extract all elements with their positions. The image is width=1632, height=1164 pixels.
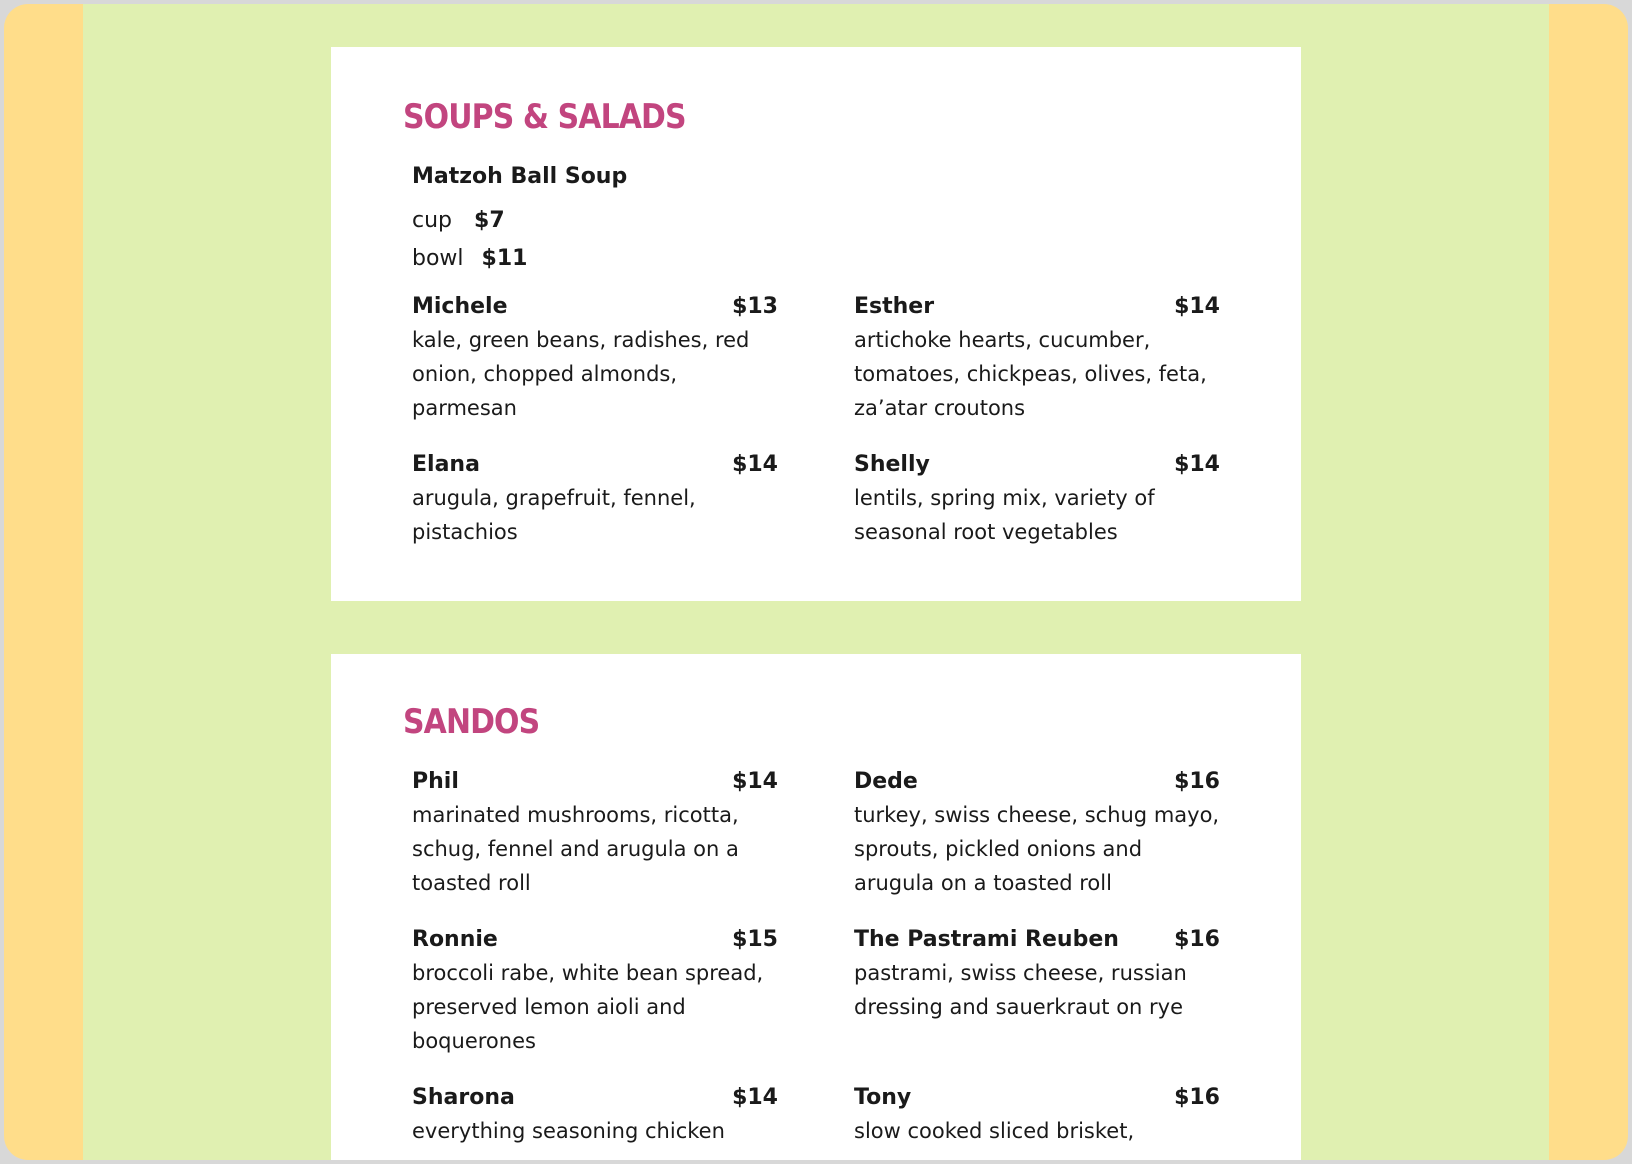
item-price: $14 [1174, 294, 1220, 319]
item-description: broccoli rabe, white bean spread, preserved lemon aioli and boquerones [412, 961, 764, 1053]
soup-size-cup [412, 202, 627, 240]
item-price: $13 [732, 294, 778, 319]
item-description: slow cooked sliced brisket, [854, 1119, 1135, 1143]
menu-item [412, 449, 778, 549]
item-description: kale, green beans, radishes, red onion, chopped almonds, parmesan [412, 328, 750, 420]
item-description: everything seasoning chicken [412, 1119, 725, 1143]
item-price: $14 [732, 769, 778, 794]
soup-size-bowl [412, 240, 627, 278]
menu-item [854, 766, 1220, 900]
size-price: $7 [474, 208, 505, 233]
menu-page[interactable] [83, 4, 1549, 1160]
soup-name: Matzoh Ball Soup [412, 164, 628, 189]
menu-item [854, 1082, 1220, 1148]
item-description: marinated mushrooms, ricotta, schug, fennel and arugula on a toasted roll [412, 803, 739, 895]
item-price: $14 [1174, 452, 1220, 477]
item-name: Dede [854, 769, 918, 794]
item-name: Elana [412, 452, 480, 477]
item-price: $16 [1174, 927, 1220, 952]
item-price: $15 [732, 927, 778, 952]
menu-item [412, 924, 778, 1058]
soups-salads-title: SOUPS & SALADS [403, 97, 686, 137]
item-description: artichoke hearts, cucumber, tomatoes, chickpeas, olives, feta, za’atar croutons [854, 328, 1207, 420]
menu-item [854, 924, 1220, 1024]
item-name: Phil [412, 769, 459, 794]
browser-viewport [4, 4, 1628, 1160]
item-description: lentils, spring mix, variety of seasonal root vegetables [854, 486, 1155, 544]
item-name: The Pastrami Reuben [854, 927, 1119, 952]
item-price: $16 [1174, 1085, 1220, 1110]
menu-item [854, 291, 1220, 425]
soups-salads-card [331, 47, 1301, 601]
item-name: Esther [854, 294, 935, 319]
size-price: $11 [481, 246, 528, 271]
item-price: $16 [1174, 769, 1220, 794]
item-description: turkey, swiss cheese, schug mayo, sprouts, pickled onions and arugula on a toasted roll [854, 803, 1220, 895]
item-price: $14 [732, 1085, 778, 1110]
matzoh-soup-block [412, 162, 627, 278]
menu-item [412, 1082, 778, 1148]
item-price: $14 [732, 452, 778, 477]
item-name: Shelly [854, 452, 930, 477]
menu-item [412, 766, 778, 900]
sandos-title: SANDOS [403, 702, 540, 742]
size-label: bowl [412, 246, 464, 271]
item-name: Tony [854, 1085, 912, 1110]
size-label: cup [412, 208, 453, 233]
item-description: pastrami, swiss cheese, russian dressing and sauerkraut on rye [854, 961, 1187, 1019]
item-name: Michele [412, 294, 508, 319]
item-description: arugula, grapefruit, fennel, pistachios [412, 486, 696, 544]
item-name: Ronnie [412, 927, 498, 952]
menu-item [854, 449, 1220, 549]
menu-item [412, 291, 778, 425]
item-name: Sharona [412, 1085, 515, 1110]
sandos-card [331, 654, 1301, 1160]
